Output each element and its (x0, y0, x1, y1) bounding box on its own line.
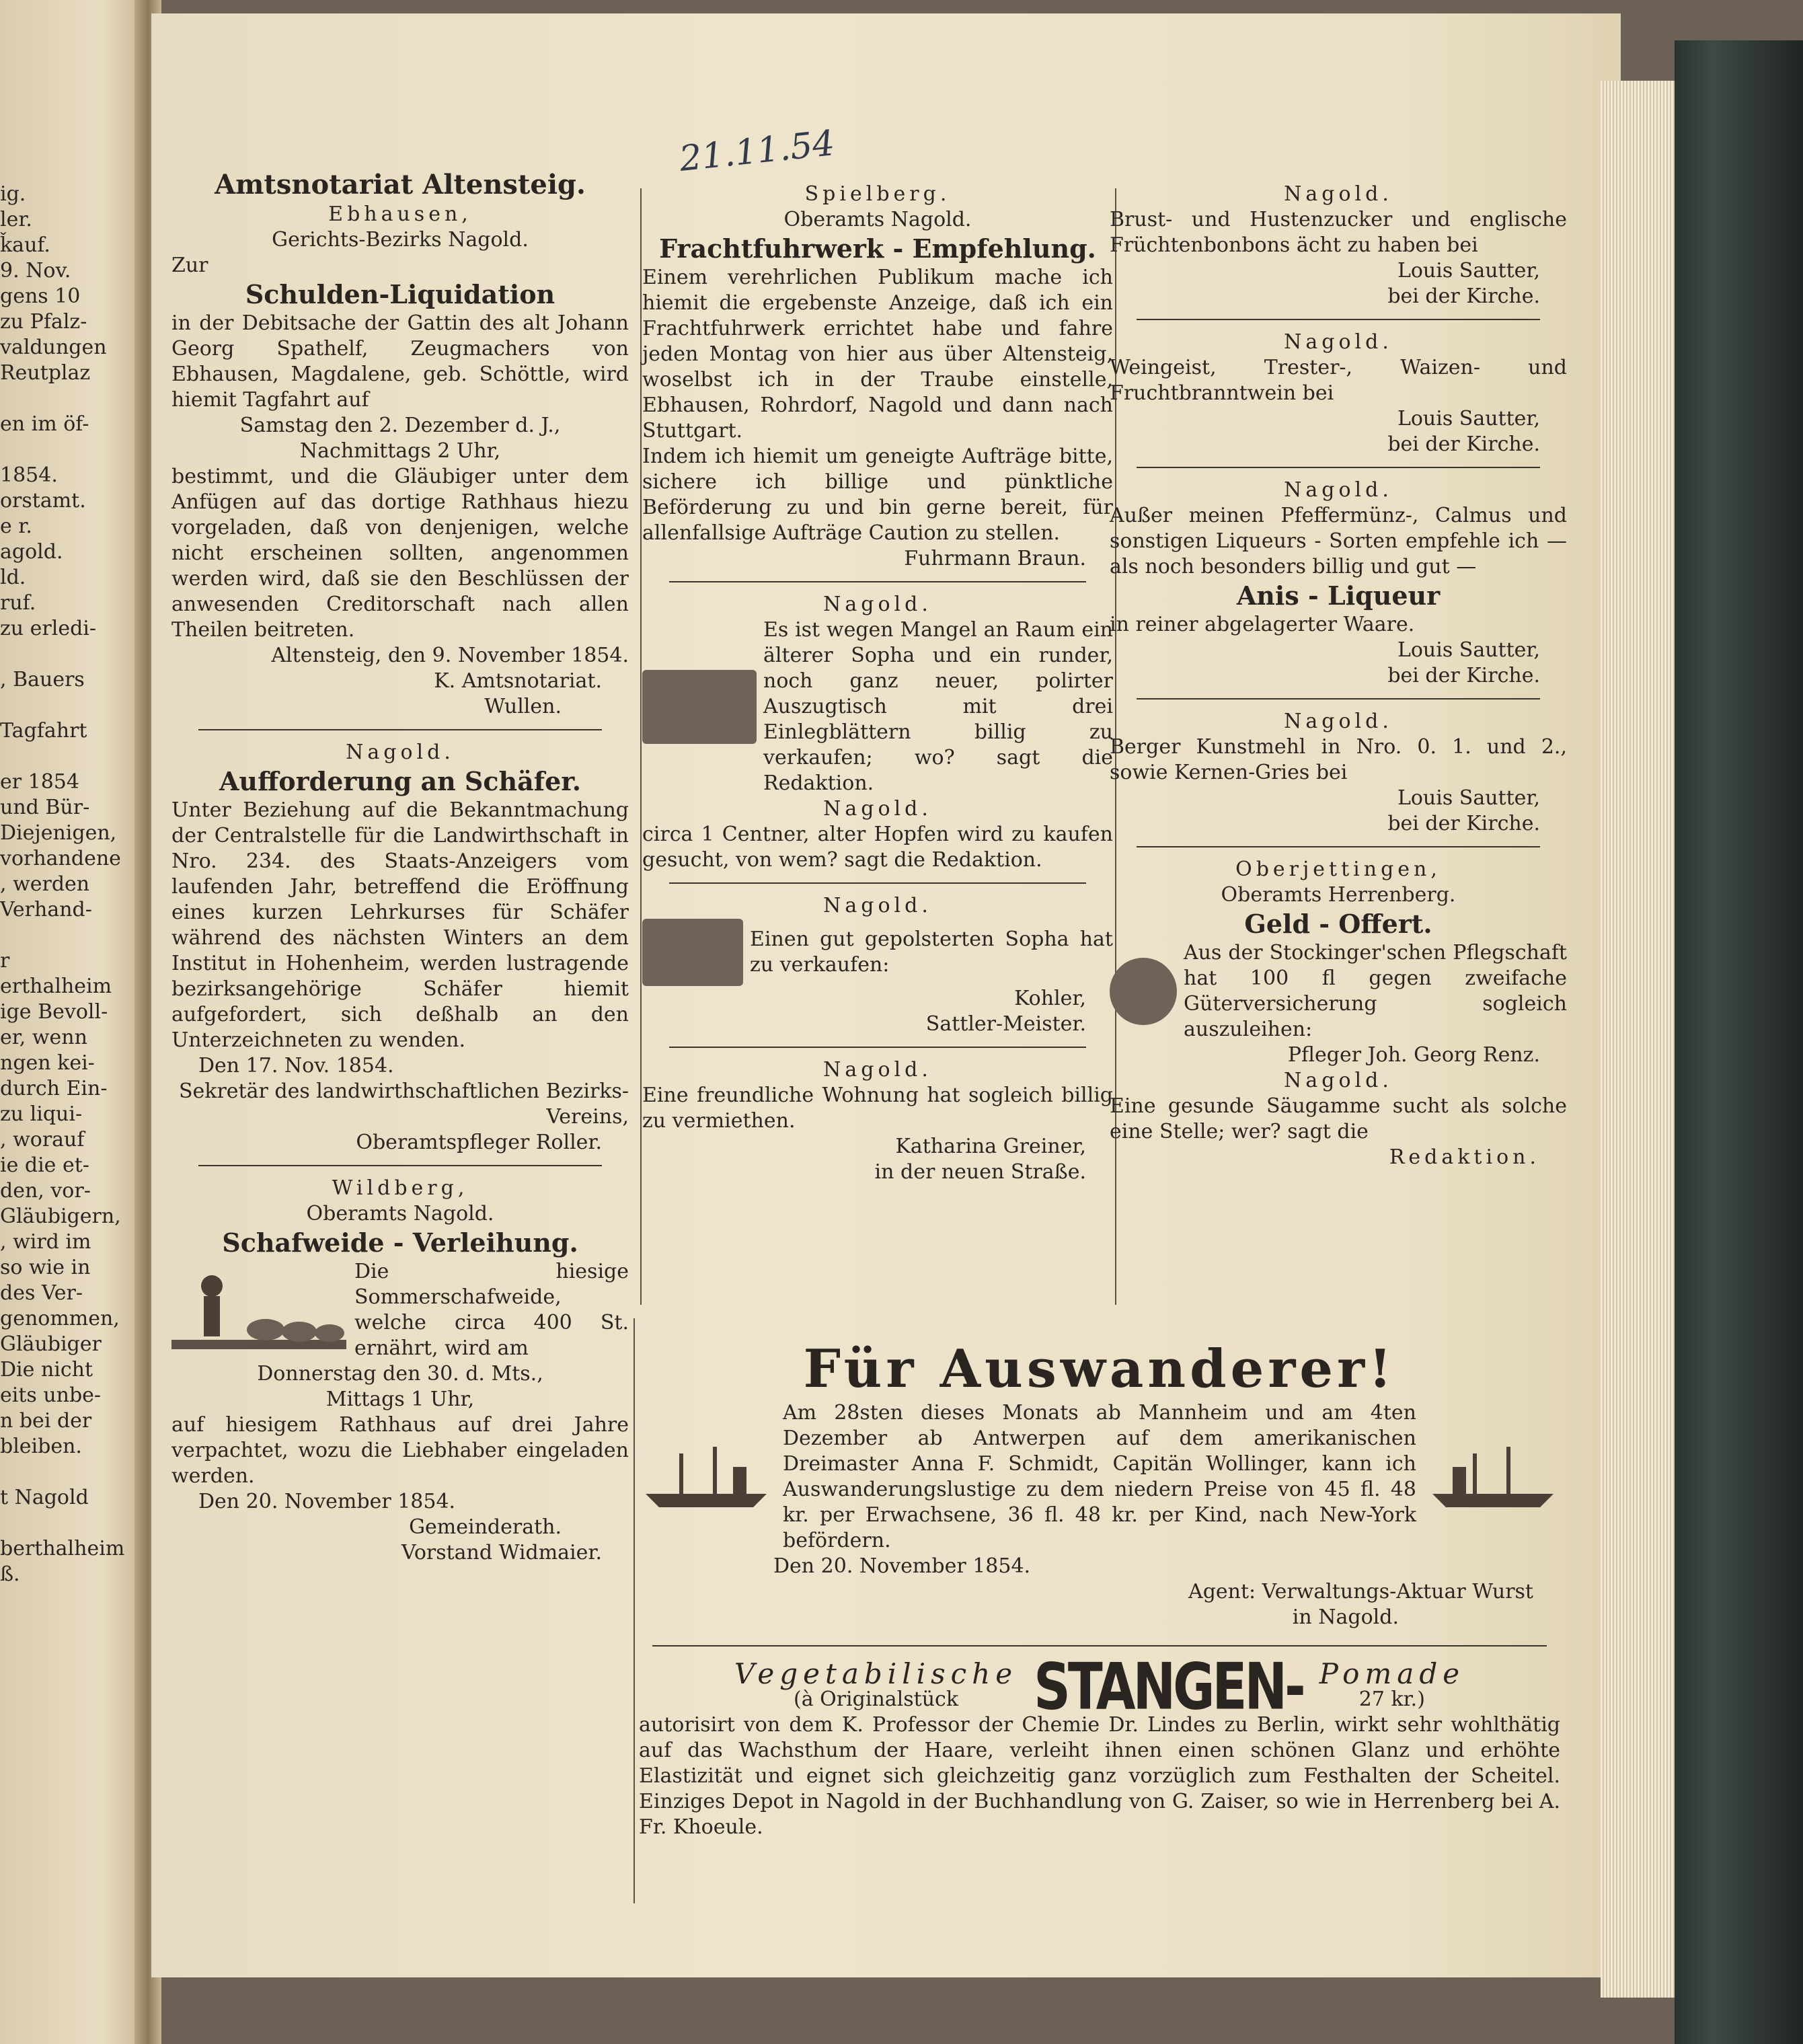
notice-wohnung (642, 1057, 1113, 1185)
notice-dateline: Den 17. Nov. 1854. (198, 1054, 394, 1077)
notice-weingeist (1110, 330, 1567, 457)
notice-kunstmehl (1110, 709, 1567, 837)
notice-body: circa 1 Centner, alter Hopfen wird zu kaufen gesucht, von wem? sagt die Redaktion. (642, 823, 1113, 872)
ad-signature: Agent: Verwaltungs-Aktuar Wurst (1188, 1580, 1533, 1603)
column-rule (640, 188, 642, 1305)
left-fragment-line: ig. (0, 182, 26, 206)
notice-body: Brust- und Hustenzucker und englische Früchtenbonbons ächt zu haben bei (1110, 208, 1567, 257)
left-fragment-line: genommen, (0, 1307, 120, 1330)
money-bag-icon (1110, 958, 1177, 1025)
left-fragment-line (0, 437, 135, 463)
notice-heading: Geld - Offert. (1244, 909, 1432, 939)
notice-bonbons (1110, 182, 1567, 309)
divider (669, 882, 1086, 884)
left-fragment-line: orstamt. (0, 489, 86, 513)
left-fragment-line (0, 693, 135, 718)
notice-body: Berger Kunstmehl in Nro. 0. 1. und 2., sowie Kernen-Gries bei (1110, 735, 1567, 784)
left-fragment-line: zu Pfalz- (0, 310, 87, 334)
left-fragment-line: vorhandene (0, 847, 121, 870)
left-fragment-line (0, 744, 135, 769)
left-fragment-line: t Nagold (0, 1486, 89, 1509)
left-fragment-line (0, 1460, 135, 1485)
ad-signature: in Nagold. (1292, 1605, 1399, 1629)
notice-saeugamme (1110, 1068, 1567, 1170)
left-fragment-line: er, wenn (0, 1026, 87, 1049)
left-fragment-line: Reutplaz (0, 361, 91, 385)
notice-signature: bei der Kirche. (1387, 812, 1540, 835)
notice-heading: Schafweide - Verleihung. (222, 1227, 578, 1258)
notice-place: Nagold. (1284, 478, 1393, 502)
left-fragment-line: erthalheim (0, 975, 112, 998)
left-fragment-line: ǩauf. (0, 233, 50, 257)
divider (198, 729, 602, 730)
column-3 (1110, 182, 1567, 1170)
divider (669, 581, 1086, 582)
divider (198, 1165, 602, 1166)
notice-place: Oberjettingen, (1235, 858, 1441, 881)
notice-heading: Anis - Liqueur (1236, 580, 1441, 611)
notice-signature: Redaktion. (1389, 1145, 1540, 1169)
notice-signature: Oberamtspfleger Roller. (356, 1131, 602, 1154)
notice-place: Nagold. (1284, 710, 1393, 733)
ad-subtext: 27 kr.) (1358, 1688, 1425, 1711)
left-fragment-line: , Bauers (0, 668, 85, 691)
notice-body: Außer meinen Pfeffermünz-, Calmus und sonstigen Liqueurs - Sorten empfehle ich — als noch besonders billig und gut — (1110, 504, 1567, 578)
notice-body: Weingeist, Trester-, Waizen- und Fruchtbranntwein bei (1110, 356, 1567, 405)
notice-wildberg (171, 1176, 629, 1566)
left-page-fragment (0, 0, 145, 2044)
ad-title: STANGEN- (1034, 1649, 1303, 1724)
notice-signature: Fuhrmann Braun. (904, 547, 1086, 570)
left-fragment-line: bleiben. (0, 1435, 82, 1458)
notice-zur: Zur (171, 254, 208, 277)
left-fragment-line: valdungen (0, 336, 107, 359)
left-fragment-line: und Bür- (0, 796, 90, 819)
column-2 (642, 182, 1113, 1185)
notice-dateline: Altensteig, den 9. November 1854. (271, 644, 629, 667)
ship-right-icon (1426, 1440, 1560, 1514)
notice-place: Nagold. (823, 593, 932, 616)
notice-signature: Sattler-Meister. (925, 1012, 1086, 1036)
left-fragment-line: 9. Nov. (0, 259, 71, 282)
notice-signature: Louis Sautter, (1397, 407, 1540, 430)
left-fragment-line: zu erledi- (0, 617, 97, 640)
notice-body: bestimmt, und die Gläubiger unter dem Anfügen auf das dortige Rathhaus hiezu vorgeladen, daß von denjenigen, welche nicht erscheinen sollten, angenommen werden wird, daß sie den Beschlüssen der anwesenden Creditorschaft nach allen Theilen beitreten. (171, 465, 629, 642)
left-fragment-line (0, 1511, 135, 1536)
left-fragment-line: ige Bevoll- (0, 1000, 108, 1024)
notice-signature: in der neuen Straße. (874, 1160, 1086, 1184)
notice-subtitle: Gerichts-Bezirks Nagold. (272, 228, 529, 252)
ad-pomade (639, 1649, 1560, 1840)
left-fragment-line: en im öf- (0, 412, 89, 436)
sofa-woodcut-icon (642, 919, 743, 986)
notice-signature: Sekretär des landwirthschaftlichen Bezirks-Vereins, (178, 1080, 629, 1129)
left-fragment-line: durch Ein- (0, 1077, 108, 1100)
left-fragment-line: ld. (0, 566, 26, 589)
notice-signature: Katharina Greiner, (895, 1135, 1086, 1158)
notice-body: auf hiesigem Rathhaus auf drei Jahre verpachtet, wozu die Liebhaber eingeladen werden. (171, 1413, 629, 1488)
left-fragment-line: ruf. (0, 591, 36, 615)
notice-signature: Pfleger Joh. Georg Renz. (1287, 1043, 1540, 1067)
notice-heading: Frachtfuhrwerk - Empfehlung. (659, 233, 1096, 264)
ad-auswanderer (639, 1338, 1560, 1630)
notice-sopha-2 (642, 893, 1113, 1037)
notice-signature: Louis Sautter, (1397, 786, 1540, 810)
notice-body: Die hiesige Sommerschafweide, welche circa 400 St. ernährt, wird am (354, 1260, 629, 1360)
notice-signature: K. Amtsnotariat. (434, 669, 602, 693)
notice-altensteig (171, 168, 629, 720)
notice-signature: bei der Kirche. (1387, 664, 1540, 687)
notice-subtitle: Oberamts Herrenberg. (1221, 883, 1456, 907)
left-fragment-line: des Ver- (0, 1281, 83, 1305)
notice-subtitle: Oberamts Nagold. (306, 1202, 494, 1225)
notice-body: Es ist wegen Mangel an Raum ein älterer Sopha und ein runder, noch ganz neuer, polirter Auszugtisch mit drei Einlegblättern billig zu verkaufen; wo? sagt die Redaktion. (763, 618, 1113, 795)
ship-left-icon (639, 1440, 773, 1514)
divider (669, 1047, 1086, 1048)
left-fragment-line: Verhand- (0, 898, 92, 921)
notice-spielberg (642, 182, 1113, 572)
left-fragment-line: ngen kei- (0, 1051, 95, 1075)
notice-signature: Kohler, (1014, 987, 1086, 1010)
left-fragment-line: eits unbe- (0, 1384, 102, 1407)
book-cover (1675, 40, 1803, 2044)
notice-place: Wildberg, (332, 1176, 469, 1200)
notice-signature: bei der Kirche. (1387, 432, 1540, 456)
notice-body: Einen gut gepolsterten Sopha hat zu verkaufen: (750, 928, 1113, 977)
divider (1137, 846, 1540, 847)
notice-body: Indem ich hiemit um geneigte Aufträge bitte, sichere ich billige und pünktliche Beförderung zu und bin gerne bereit, für allenfallsige Aufträge Caution zu stellen. (642, 445, 1113, 545)
notice-place: Nagold. (346, 741, 455, 764)
notice-time: Nachmittags 2 Uhr, (299, 439, 501, 463)
left-fragment-line: gens 10 (0, 285, 81, 308)
left-fragment-line (0, 642, 135, 667)
notice-schaefer (171, 740, 629, 1156)
notice-dateline: Den 20. November 1854. (198, 1490, 456, 1513)
notice-date: Donnerstag den 30. d. Mts., (257, 1362, 543, 1386)
left-fragment-line: Diejenigen, (0, 821, 117, 845)
left-fragment-line: , worauf (0, 1128, 85, 1151)
bottom-ads (639, 1338, 1560, 1840)
notice-body: Eine gesunde Säugamme sucht als solche eine Stelle; wer? sagt die (1110, 1094, 1567, 1143)
notice-time: Mittags 1 Uhr, (325, 1388, 475, 1411)
left-fragment-line (0, 386, 135, 412)
left-fragment-line: Die nicht (0, 1358, 93, 1381)
notice-place: Nagold. (823, 797, 932, 821)
ad-dateline: Den 20. November 1854. (773, 1554, 1031, 1578)
ad-subtext: (à Originalstück (793, 1688, 958, 1711)
notice-signature: Gemeinderath. (409, 1515, 562, 1539)
divider (652, 1645, 1547, 1646)
notice-signature: Vorstand Widmaier. (401, 1541, 602, 1564)
notice-signature: Louis Sautter, (1397, 259, 1540, 282)
shepherd-woodcut-icon (171, 1259, 346, 1360)
notice-place: Nagold. (1284, 182, 1393, 206)
column-1 (171, 168, 629, 1566)
divider (1137, 319, 1540, 320)
notice-signature: bei der Kirche. (1387, 285, 1540, 308)
left-fragment-line: ß. (0, 1562, 20, 1586)
notice-place: Ebhausen, (328, 202, 472, 226)
left-fragment-line: 1854. (0, 463, 58, 487)
left-fragment-line: r (0, 949, 10, 973)
notice-signature: Louis Sautter, (1397, 638, 1540, 662)
notice-sopha (642, 592, 1113, 796)
notice-body: Aus der Stockinger'schen Pflegschaft hat 100 fl gegen zweifache Güterversicherung sogleich auszuleihen: (1184, 941, 1567, 1041)
ad-word: Pomade (1319, 1657, 1465, 1690)
notice-place: Nagold. (1284, 1069, 1393, 1092)
notice-title: Amtsnotariat Altensteig. (215, 169, 586, 200)
left-fragment-line: Tagfahrt (0, 719, 87, 743)
ad-word: Vegetabilische (734, 1657, 1018, 1690)
left-fragment-line: so wie in (0, 1256, 91, 1279)
left-fragment-line: agold. (0, 540, 63, 564)
divider (1137, 467, 1540, 468)
left-fragment-line: er 1854 (0, 770, 79, 794)
notice-date: Samstag den 2. Dezember d. J., (239, 414, 561, 437)
page-edges (1601, 81, 1675, 1998)
left-page-text (0, 182, 135, 1587)
notice-body: Eine freundliche Wohnung hat sogleich billig zu vermiethen. (642, 1084, 1113, 1133)
notice-body: in der Debitsache der Gattin des alt Johann Georg Spathelf, Zeugmachers von Ebhausen, Magdalene, geb. Schöttle, wird hiemit Tagfahrt auf (171, 311, 629, 412)
notice-subtitle: Oberamts Nagold. (783, 208, 972, 231)
notice-body: in reiner abgelagerter Waare. (1110, 613, 1415, 636)
notice-place: Nagold. (823, 1058, 932, 1082)
left-fragment-line: den, vor- (0, 1179, 91, 1203)
left-fragment-line: , werden (0, 872, 90, 896)
left-fragment-line: Gläubigern, (0, 1205, 121, 1228)
notice-signature: Wullen. (484, 695, 562, 718)
ad-title: Für Auswanderer! (803, 1338, 1396, 1400)
left-fragment-line: , wird im (0, 1230, 91, 1254)
sofa-woodcut-icon (642, 670, 757, 744)
notice-liqueur (1110, 478, 1567, 689)
column-rule (634, 1318, 635, 1903)
notice-geld (1110, 857, 1567, 1068)
notice-place: Nagold. (823, 894, 932, 917)
left-fragment-line: berthalheim (0, 1537, 125, 1560)
notice-heading: Aufforderung an Schäfer. (219, 766, 582, 796)
left-fragment-line: Gläubiger (0, 1332, 102, 1356)
left-fragment-line: ler. (0, 208, 32, 231)
ad-body: autorisirt von dem K. Professor der Chemie Dr. Lindes zu Berlin, wirkt sehr wohlthätig auf das Wachsthum der Haare, verleiht ihnen einen schönen Glanz und erhöhte Elastizität und eignet sich gleichzeitig ganz vorzüglich zum Festhalten der Scheitel. Einziges Depot in Nagold in der Buchhandlung von G. Zaiser, so wie in Herrenberg bei A. Fr. Khoeule. (639, 1713, 1560, 1839)
divider (1137, 698, 1540, 699)
left-fragment-line: e r. (0, 515, 32, 538)
left-fragment-line: n bei der (0, 1409, 92, 1433)
ad-body: Am 28sten dieses Monats ab Mannheim und am 4ten Dezember ab Antwerpen auf dem amerikanischen Dreimaster Anna F. Schmidt, Capitän Wollinger, kann ich Auswanderungslustige zu dem niedern Preise von 45 fl. 48 kr. per Erwachsene, 36 fl. 48 kr. per Kind, nach New-York befördern. (783, 1401, 1416, 1552)
handwritten-date: 21.11.54 (677, 123, 837, 180)
notice-place: Nagold. (1284, 330, 1393, 354)
notice-hopfen (642, 796, 1113, 873)
notice-place: Spielberg. (804, 182, 951, 206)
left-fragment-line: ie die et- (0, 1153, 89, 1177)
notice-body: Unter Beziehung auf die Bekanntmachung der Centralstelle für die Landwirthschaft in Nro. 234. des Staats-Anzeigers vom laufenden Jahr, betreffend die Eröffnung eines kurzen Lehrkurses für Schäfer während des nächsten Winters an dem Institut in Hohenheim, werden lustragende bezirksangehörige Schäfer hiemit aufgefordert, sich deßhalb an den Unterzeichneten zu wenden. (171, 798, 629, 1052)
notice-heading: Schulden-Liquidation (245, 279, 555, 309)
left-fragment-line: zu liqui- (0, 1102, 83, 1126)
notice-body: Einem verehrlichen Publikum mache ich hiemit die ergebenste Anzeige, daß ich ein Frachtfuhrwerk errichtet habe und fahre jeden Montag von hier aus über Altensteig, woselbst ich in der Traube einstelle, Ebhausen, Rohrdorf, Nagold und dann nach Stuttgart. (642, 266, 1113, 443)
left-fragment-line (0, 923, 135, 948)
